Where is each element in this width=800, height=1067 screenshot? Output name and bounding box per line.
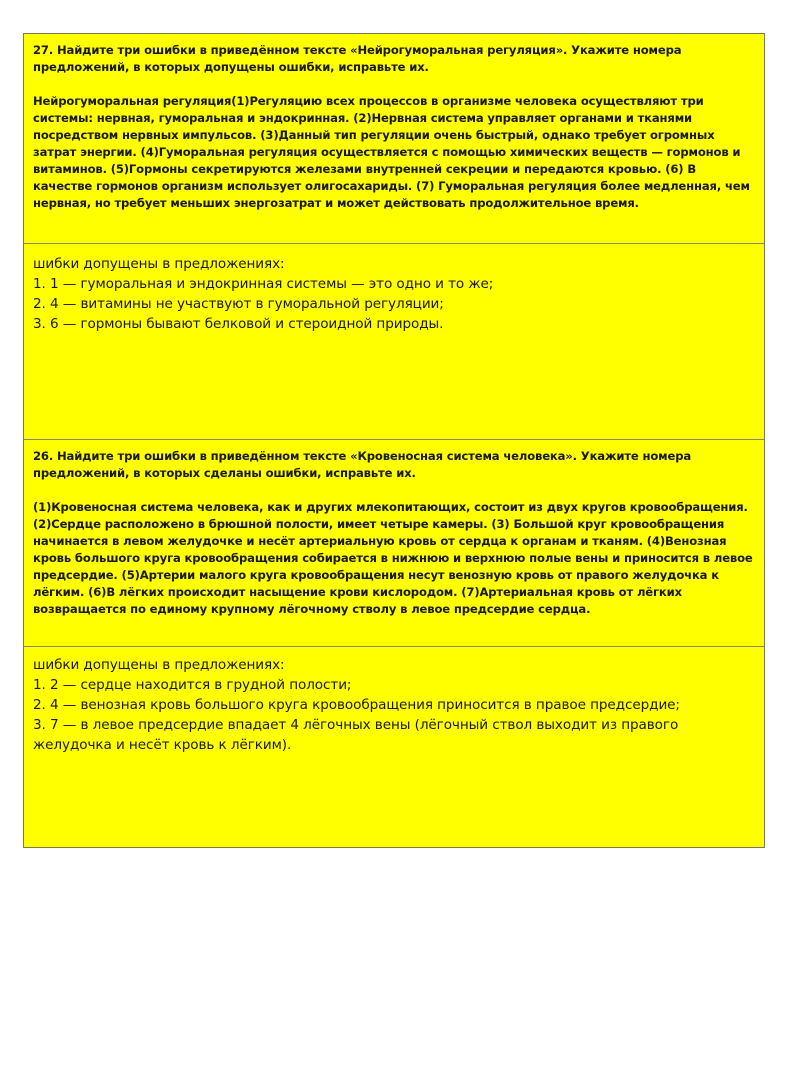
spacer [33, 482, 756, 499]
task-table [23, 33, 765, 848]
task27-answer-item-2: 2. 4 — витамины не участвуют в гуморальной регуляции; [33, 296, 444, 312]
task27-question-cell [24, 34, 764, 244]
task27-text: Нейрогуморальная регуляция(1)Регуляцию всех процессов в организме человека осуществляют три системы: нервная, гуморальная и эндокринная. (2)Нервная система управляет органами и тканями посредством нервных импульсов. (3)Данный тип регуляции очень быстрый, однако требует огромных затрат энергии. (4)Гуморальная регуляция осуществляется с помощью химических веществ — гормонов и витаминов. (5)Гормоны секретируются железами внутренней секреции и передаются кровью. (6) В качестве гормонов организм использует олигосахариды. (7) Гуморальная регуляция более медленная, чем нервная, но требует меньших энергозатрат и может действовать продолжительное время. [33, 94, 750, 210]
task27-answer-item-1: 1. 1 — гуморальная и эндокринная системы — это одно и то же; [33, 276, 494, 292]
task26-answer-heading: шибки допущены в предложениях: [33, 657, 285, 673]
task26-question-cell [24, 440, 764, 647]
task26-title: 26. Найдите три ошибки в приведённом тексте «Кровеносная система человека». Укажите номера предложений, в которых сделаны ошибки, исправьте их. [33, 449, 692, 480]
task26-answer-cell [24, 647, 764, 847]
task27-answer-cell [24, 244, 764, 440]
task27-title: 27. Найдите три ошибки в приведённом тексте «Нейрогуморальная регуляция». Укажите номера предложений, в которых допущены ошибки, исправьте их. [33, 43, 682, 74]
task26-answer-item-1: 1. 2 — сердце находится в грудной полости; [33, 677, 352, 693]
task27-answer-heading: шибки допущены в предложениях: [33, 256, 285, 272]
task26-answer-item-2: 2. 4 — венозная кровь большого круга кровообращения приносится в правое предсердие; [33, 697, 680, 713]
task27-answer-item-3: 3. 6 — гормоны бывают белковой и стероидной природы. [33, 316, 444, 332]
spacer [33, 76, 756, 93]
task26-answer-item-3: 3. 7 — в левое предсердие впадает 4 лёгочных вены (лёгочный ствол выходит из правого желудочка и несёт кровь к лёгким). [33, 717, 679, 753]
task26-text: (1)Кровеносная система человека, как и других млекопитающих, состоит из двух кругов кровообращения. (2)Сердце расположено в брюшной полости, имеет четыре камеры. (3) Большой круг кровообращения начинается в левом желудочке и несёт артериальную кровь от сердца к органам и тканям. (4)Венозная кровь большого круга кровообращения собирается в нижнюю и верхнюю полые вены и приносится в левое предсердие. (5)Артерии малого круга кровообращения несут венозную кровь от правого желудочка к лёгким. (6)В лёгких происходит насыщение крови кислородом. (7)Артериальная кровь от лёгких возвращается по единому крупному лёгочному стволу в левое предсердие сердца. [33, 500, 753, 616]
